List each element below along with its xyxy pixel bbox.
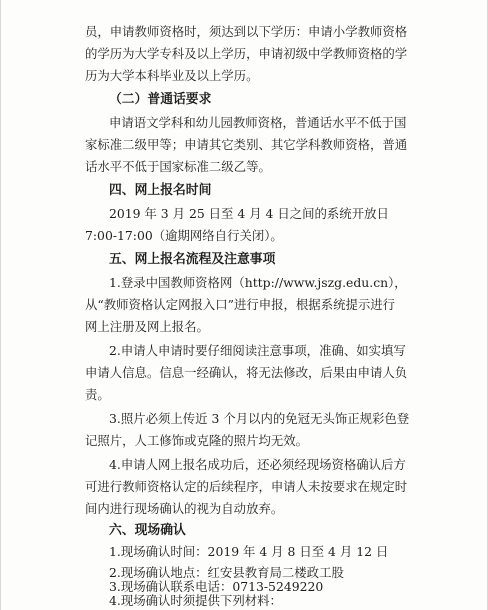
text-line: 4.申请人网上报名成功后，还必须经现场资格确认后方 bbox=[109, 457, 406, 472]
text-line: 7:00-17:00（逾期网络自行关闭）。 bbox=[85, 228, 283, 243]
text-line: 3.现场确认联系电话：0713-5249220 bbox=[109, 579, 324, 594]
section-heading: 六、现场确认 bbox=[109, 523, 186, 538]
text-line: 2019 年 3 月 25 日至 4 月 4 日之间的系统开放日 bbox=[109, 206, 389, 221]
text-line: 4.现场确认时须提供下列材料： bbox=[109, 593, 282, 608]
text-line: 网上注册及网上报名。 bbox=[85, 319, 209, 334]
text-line: 记照片，人工修饰或克隆的照片均无效。 bbox=[85, 433, 309, 448]
text-line: 可进行教师资格认定的后续程序，申请人未按要求在规定时 bbox=[85, 479, 408, 494]
text-line: 员，申请教师资格时，须达到以下学历：申请小学教师资格 bbox=[85, 24, 408, 39]
text-line: 3.照片必须上传近 3 个月以内的免冠无头饰正规彩色登 bbox=[109, 411, 410, 426]
text-line: 家标准二级甲等；申请其它类别、其它学科教师资格，普通 bbox=[85, 137, 408, 152]
text-line: 责。 bbox=[85, 387, 110, 402]
text-line: 1.登录中国教师资格网（http://www.jszg.edu.cn）， bbox=[109, 275, 407, 290]
section-heading: （二）普通话要求 bbox=[109, 92, 212, 107]
text-line: 历为大学本科毕业及以上学历。 bbox=[85, 68, 259, 83]
section-heading: 四、网上报名时间 bbox=[109, 183, 212, 198]
text-line: 申请人信息。信息一经确认，将无法修改，后果由申请人负 bbox=[85, 365, 408, 380]
text-line: 2.现场确认地点：红安县教育局二楼政工股 bbox=[109, 565, 344, 580]
text-line: 从“教师资格认定网报入口”进行申报，根据系统提示进行 bbox=[85, 297, 396, 312]
text-line: 1.现场确认时间：2019 年 4 月 8 日至 4 月 12 日 bbox=[109, 544, 389, 559]
text-line: 2.申请人申请时要仔细阅读注意事项，准确、如实填写 bbox=[109, 343, 406, 358]
section-heading: 五、网上报名流程及注意事项 bbox=[109, 252, 276, 267]
text-line: 的学历为大学专科及以上学历，申请初级中学教师资格的学 bbox=[85, 46, 408, 61]
text-line: 申请语文学科和幼儿园教师资格，普通话水平不低于国 bbox=[109, 115, 407, 130]
text-line: 间内进行现场确认的视为自动放弃。 bbox=[85, 501, 284, 516]
text-line: 话水平不低于国家标准二级乙等。 bbox=[85, 159, 271, 174]
